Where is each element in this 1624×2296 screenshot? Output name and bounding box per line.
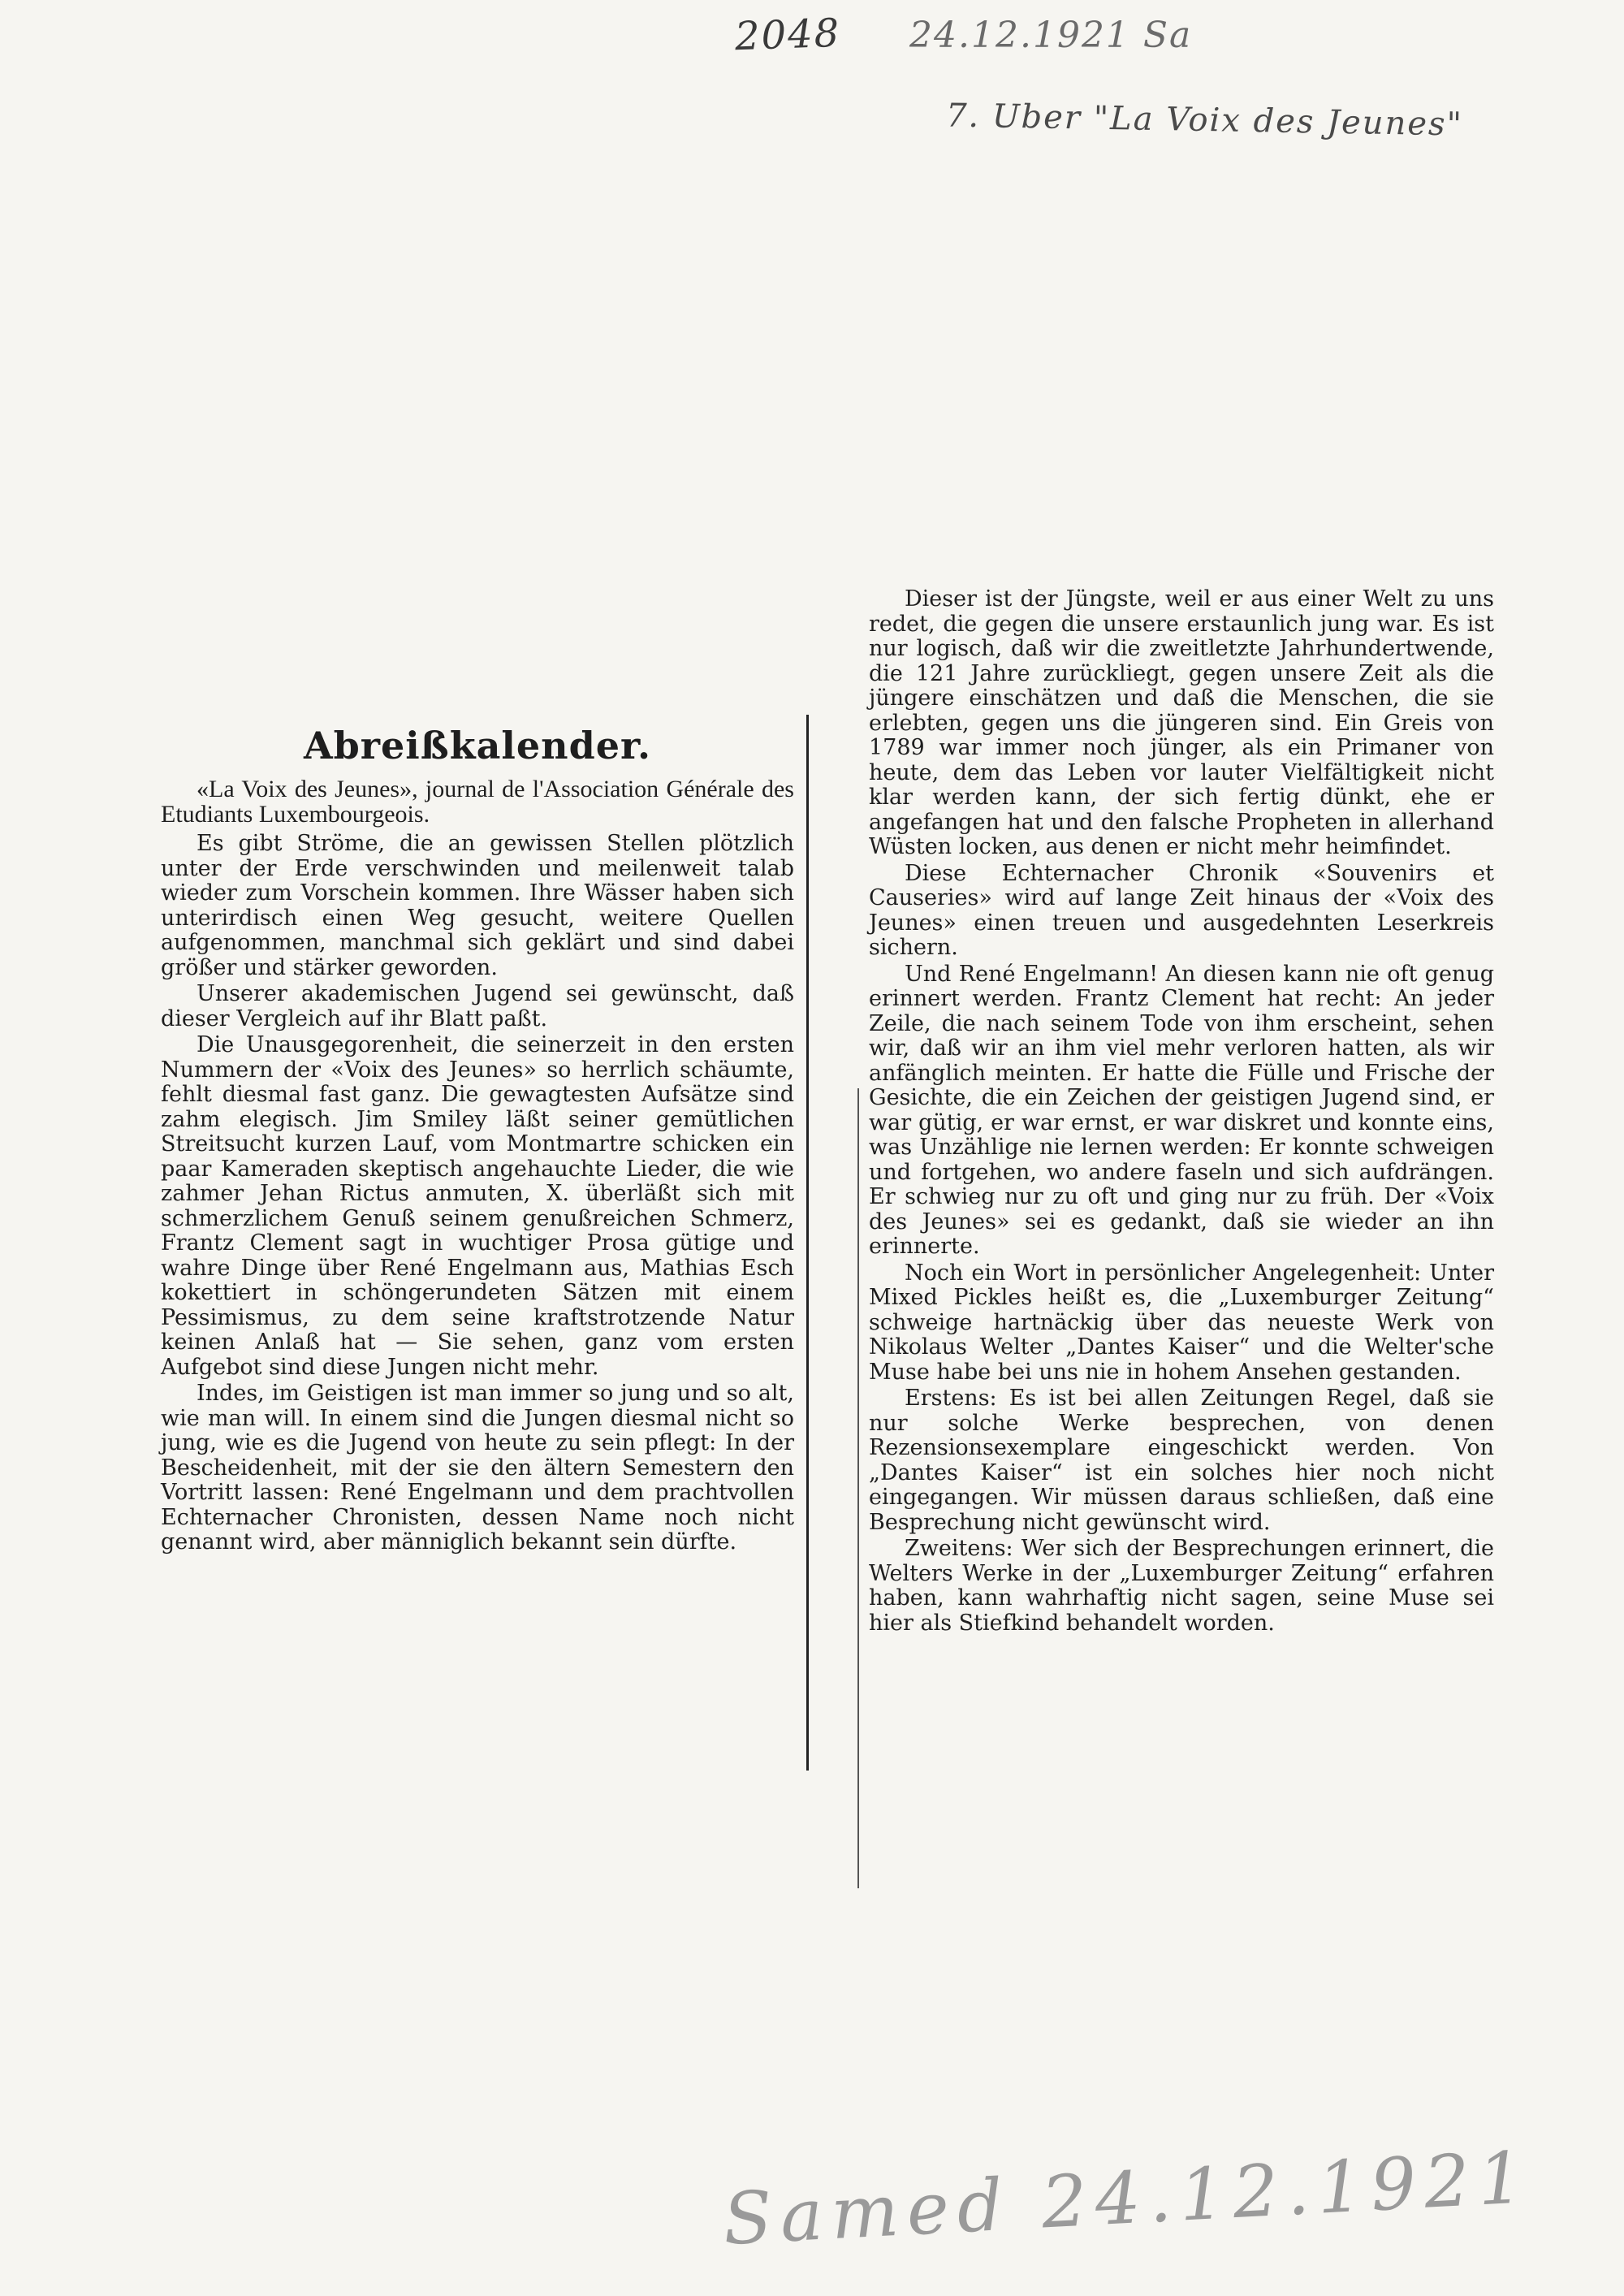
article-paragraph: Es gibt Ströme, die an gewissen Stellen plötzlich unter der Erde verschwinden und meilenweit talab wieder zum Vorschein kommen. Ihre Wässer haben sich unterirdisch einen Weg gesucht, weitere Quellen aufgenommen, manchmal sich geklärt und sind dabei größer und stärker geworden.: [161, 831, 794, 980]
article-paragraph: Die Unausgegorenheit, die seinerzeit in den ersten Nummern der «Voix des Jeunes» so herrlich schäumte, fehlt diesmal fast ganz. Die gewagtesten Aufsätze sind zahm elegisch. Jim Smiley läßt seiner gemütlichen Streitsucht kurzen Lauf, vom Montmartre schicken ein paar Kameraden skeptisch angehauchte Lieder, die wie zahmer Jehan Rictus anmuten, X. überläßt sich mit schmerzlichem Genuß seinem genußreichen Schmerz, Frantz Clement sagt in wuchtiger Prosa gütige und wahre Dinge über René Engelmann aus, Mathias Esch kokettiert in schöngerundeten Sätzen mit einem Pessimismus, zu dem seine kraftstrotzende Natur keinen Anlaß hat — Sie sehen, ganz vom ersten Aufgebot sind diese Jungen nicht mehr.: [161, 1032, 794, 1380]
article-right-column: [869, 587, 1494, 1637]
article-paragraph: Unserer akademischen Jugend sei gewünscht, daß dieser Vergleich auf ihr Blatt paßt.: [161, 981, 794, 1031]
article-paragraph: Noch ein Wort in persönlicher Angelegenheit: Unter Mixed Pickles heißt es, die „Luxemburger Zeitung“ schweige hartnäckig über das neueste Werk von Nikolaus Welter „Dantes Kaiser“ und die Welter'sche Muse habe bei uns nie in hohem Ansehen gestanden.: [869, 1260, 1494, 1385]
article-paragraph: Indes, im Geistigen ist man immer so jung und so alt, wie man will. In einem sind die Jungen diesmal nicht so jung, wie es die Jugend von heute zu sein pflegt: In der Bescheidenheit, mit der sie den ältern Semestern den Vortritt lassen: René Engelmann und dem prachtvollen Echternacher Chronisten, dessen Name noch nicht genannt wird, aber männiglich bekannt sein dürfte.: [161, 1381, 794, 1554]
article-paragraph: Und René Engelmann! An diesen kann nie oft genug erinnert werden. Frantz Clement hat recht: An jeder Zeile, die nach seinem Tode von ihm erscheint, sehen wir, daß wir an ihm viel mehr verloren hatten, als wir anfänglich meinten. Er hatte die Fülle und Frische der Gesichte, die ein Zeichen der geistigen Jugend sind, er war gütig, er war ernst, er war diskret und konnte eins, was Unzählige nie lernen werden: Er konnte schweigen und fortgehen, wo andere faseln und sich aufdrängen. Er schwieg nur zu oft und ging nur zu früh. Der «Voix des Jeunes» sei es gedankt, daß sie wieder an ihn erinnerte.: [869, 961, 1494, 1259]
article-paragraph: Diese Echternacher Chronik «Souvenirs et Causeries» wird auf lange Zeit hinaus der «Voix des Jeunes» einen treuen und ausgedehnten Leserkreis sichern.: [869, 860, 1494, 960]
article-paragraph: Dieser ist der Jüngste, weil er aus einer Welt zu uns redet, die gegen die unsere erstaunlich jung war. Es ist nur logisch, daß wir die zweitletzte Jahrhundertwende, die 121 Jahre zurückliegt, gegen unsere Zeit als die jüngere einschätzen und daß die Menschen, die sie erlebten, gegen uns die jüngeren sind. Ein Greis von 1789 war immer noch jünger, als ein Primaner von heute, dem das Leben vor lauter Vielfältigkeit nicht klar werden kann, der sich fertig dünkt, ehe er angefangen hat und den falsche Propheten in allerhand Wüsten locken, aus denen er nicht mehr heimfindet.: [869, 586, 1494, 859]
article-subhead: «La Voix des Jeunes», journal de l'Association Générale des Etudiants Luxembourgeois.: [161, 776, 794, 828]
article-left-column: [161, 723, 794, 1557]
handwritten-archive-number: 2048: [734, 10, 842, 60]
handwritten-note: 7. Uber "La Voix des Jeunes": [945, 97, 1464, 144]
article-headline: Abreißkalender.: [303, 724, 652, 767]
article-paragraph: Zweitens: Wer sich der Besprechungen erinnert, die Welters Werke in der „Luxemburger Zeitung“ erfahren haben, kann wahrhaftig nicht sagen, seine Muse sei hier als Stiefkind behandelt worden.: [869, 1536, 1494, 1636]
handwritten-date: 24.12.1921 Sa: [909, 15, 1193, 56]
column-divider: [806, 715, 809, 1771]
article-paragraph: Erstens: Es ist bei allen Zeitungen Regel, daß sie nur solche Werke besprechen, von denen Rezensionsexemplare eingeschickt werden. Von „Dantes Kaiser“ ist ein solches hier noch nicht eingegangen. Wir müssen daraus schließen, daß eine Besprechung nicht gewünscht wird.: [869, 1386, 1494, 1535]
handwritten-bottom-date: Samed 24.12.1921: [720, 2134, 1534, 2262]
column-divider: [857, 1088, 859, 1888]
